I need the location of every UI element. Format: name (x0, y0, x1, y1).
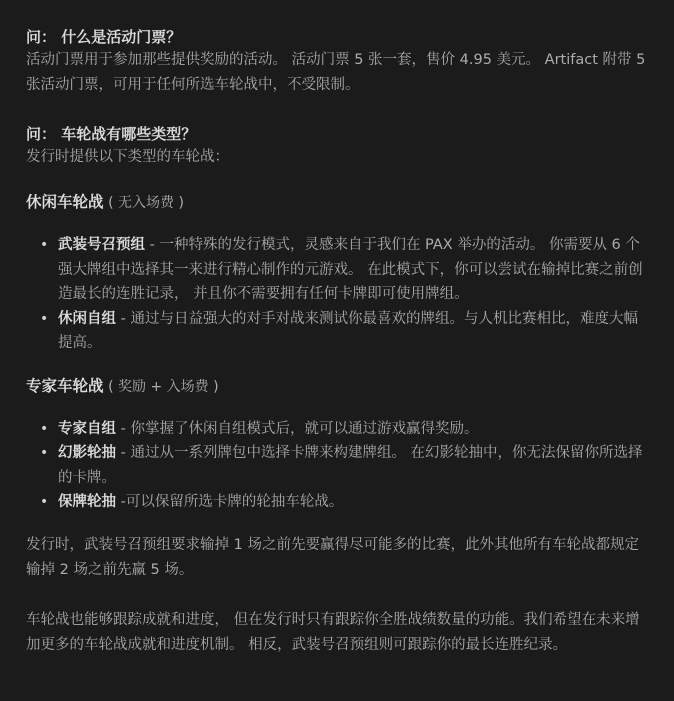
mode-description: - 通过与日益强大的对手对战来测试你最喜欢的牌组。与人机比赛相比，难度大幅提高。 (58, 310, 638, 351)
list-item (40, 490, 652, 515)
mode-description: - 通过从一系列牌包中选择卡牌来构建牌组。 在幻影轮抽中，你无法保留你所选择的卡牌。 (58, 445, 643, 486)
mode-description: - 一种特殊的发行模式，灵感来自于我们在 PAX 举办的活动。 你需要从 6 个强大牌组中选择其一来进行精心制作的元游戏。 在此模式下，你可以尝试在输掉比赛之前创造最长的连胜记录， 并且你不需要拥有任何卡牌即可使用牌组。 (58, 237, 643, 302)
paragraph-launch-rules: 发行时，武装号召预组要求输掉 1 场之前先要赢得尽可能多的比赛，此外其他所有车轮战都规定输掉 2 场之前先赢 5 场。 (26, 536, 639, 578)
faq-answer: 发行时提供以下类型的车轮战： (26, 149, 229, 165)
faq-question: 问： 车轮战有哪些类型？ (26, 125, 197, 143)
mode-name: 武装号召预组 (58, 237, 145, 253)
bullet-icon: • (40, 237, 49, 253)
mode-name: 保牌轮抽 (58, 494, 116, 510)
expert-gauntlet-list (26, 417, 652, 515)
section-title: 专家车轮战 (26, 376, 104, 395)
section-title: 休闲车轮战 (26, 193, 104, 211)
list-item (40, 307, 652, 356)
bullet-icon: • (40, 445, 49, 461)
list-item (40, 233, 652, 307)
bullet-icon: • (40, 494, 49, 510)
casual-gauntlet-list (26, 233, 652, 356)
mode-description: -可以保留所选卡牌的轮抽车轮战。 (116, 494, 344, 510)
list-item (40, 417, 652, 442)
mode-description: - 你掌握了休闲自组模式后，就可以通过游戏赢得奖励。 (116, 420, 479, 437)
bullet-icon: • (40, 420, 49, 437)
paragraph-achievements: 车轮战也能够跟踪成就和进度， 但在发行时只有跟踪你全胜战绩数量的功能。我们希望在未来增加更多的车轮战成就和进度机制。 相反，武装号召预组则可跟踪你的最长连胜纪录。 (26, 611, 640, 653)
mode-name: 休闲自组 (58, 310, 116, 327)
mode-name: 专家自组 (58, 420, 116, 437)
list-item (40, 441, 652, 490)
casual-gauntlet-heading (26, 190, 652, 215)
mode-name: 幻影轮抽 (58, 445, 116, 461)
section-note: ( 奖励 + 入场费 ) (108, 378, 219, 395)
expert-gauntlet-heading (26, 374, 652, 399)
faq-gauntlet-types (26, 123, 652, 170)
faq-answer: 活动门票用于参加那些提供奖励的活动。 活动门票 5 张一套，售价 4.95 美元。 Artifact 附带 5 张活动门票，可用于任何所选车轮战中，不受限制。 (26, 52, 646, 93)
section-note: ( 无入场费 ) (108, 195, 184, 211)
bullet-icon: • (40, 310, 49, 327)
faq-question: 问： 什么是活动门票？ (26, 28, 182, 46)
faq-event-tickets (26, 26, 652, 98)
